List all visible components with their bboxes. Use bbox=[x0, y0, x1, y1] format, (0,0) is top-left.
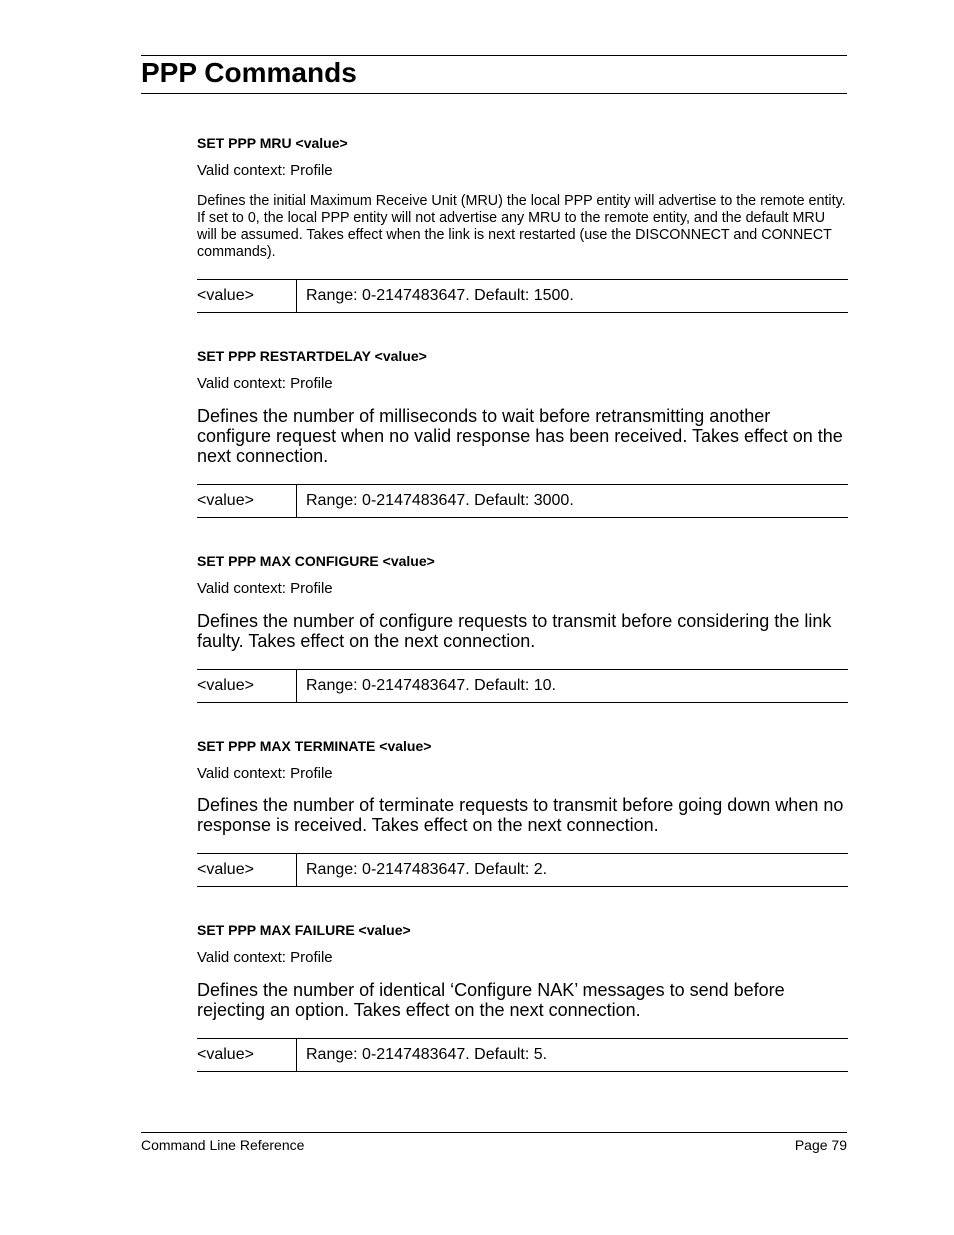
command-description: Defines the number of terminate requests to transmit before going down when no response is received. Takes effect on the next connection. bbox=[197, 795, 844, 835]
section-set-ppp-max-failure bbox=[197, 921, 848, 1063]
parameter-description: Range: 0-2147483647. Default: 5. bbox=[306, 1046, 548, 1063]
footer-document-title: Command Line Reference bbox=[141, 1137, 305, 1153]
valid-context: Valid context: Profile bbox=[197, 949, 333, 966]
valid-context: Valid context: Profile bbox=[197, 580, 333, 597]
parameter-name: <value> bbox=[197, 485, 297, 517]
section-set-ppp-max-configure bbox=[197, 552, 848, 694]
section-set-ppp-mru bbox=[197, 134, 848, 304]
command-heading: SET PPP MAX FAILURE <value> bbox=[197, 922, 411, 938]
parameter-name: <value> bbox=[197, 670, 297, 702]
parameter-name: <value> bbox=[197, 854, 297, 886]
footer-page-number: Page 79 bbox=[794, 1137, 847, 1153]
command-description: Defines the initial Maximum Receive Unit (MRU) the local PPP entity will advertise to the remote entity. If set to 0, the local PPP entity will not advertise any MRU to the remote entity, and the default MRU will be assumed. Takes effect when the link is next restarted (use the DISCONNECT and CONNECT commands). bbox=[197, 193, 846, 260]
command-description: Defines the number of configure requests to transmit before considering the link faulty. Takes effect on the next connection. bbox=[197, 611, 832, 651]
parameter-description: Range: 0-2147483647. Default: 2. bbox=[306, 861, 548, 878]
command-description: Defines the number of identical ‘Configure NAK’ messages to send before rejecting an option. Takes effect on the next connection. bbox=[197, 980, 785, 1020]
header-rule-top bbox=[141, 55, 847, 56]
header-rule-bottom bbox=[141, 93, 847, 94]
parameter-description: Range: 0-2147483647. Default: 10. bbox=[306, 677, 556, 694]
parameter-table bbox=[197, 853, 848, 887]
parameter-table bbox=[197, 484, 848, 518]
page-title: PPP Commands bbox=[141, 57, 357, 88]
parameter-table bbox=[197, 669, 848, 703]
valid-context: Valid context: Profile bbox=[197, 765, 333, 782]
footer-rule bbox=[141, 1132, 847, 1133]
command-description: Defines the number of milliseconds to wait before retransmitting another configure request when no valid response has been received. Takes effect on the next connection. bbox=[197, 406, 843, 466]
command-heading: SET PPP MRU <value> bbox=[197, 135, 348, 151]
parameter-name: <value> bbox=[197, 280, 297, 312]
command-heading: SET PPP MAX CONFIGURE <value> bbox=[197, 553, 435, 569]
parameter-table bbox=[197, 1038, 848, 1072]
command-heading: SET PPP RESTARTDELAY <value> bbox=[197, 348, 427, 364]
command-heading: SET PPP MAX TERMINATE <value> bbox=[197, 738, 432, 754]
section-set-ppp-max-terminate bbox=[197, 737, 848, 878]
valid-context: Valid context: Profile bbox=[197, 375, 333, 392]
parameter-description: Range: 0-2147483647. Default: 1500. bbox=[306, 287, 574, 304]
parameter-table bbox=[197, 279, 848, 313]
section-set-ppp-restartdelay bbox=[197, 347, 848, 509]
valid-context: Valid context: Profile bbox=[197, 162, 333, 179]
parameter-name: <value> bbox=[197, 1039, 297, 1071]
parameter-description: Range: 0-2147483647. Default: 3000. bbox=[306, 492, 574, 509]
